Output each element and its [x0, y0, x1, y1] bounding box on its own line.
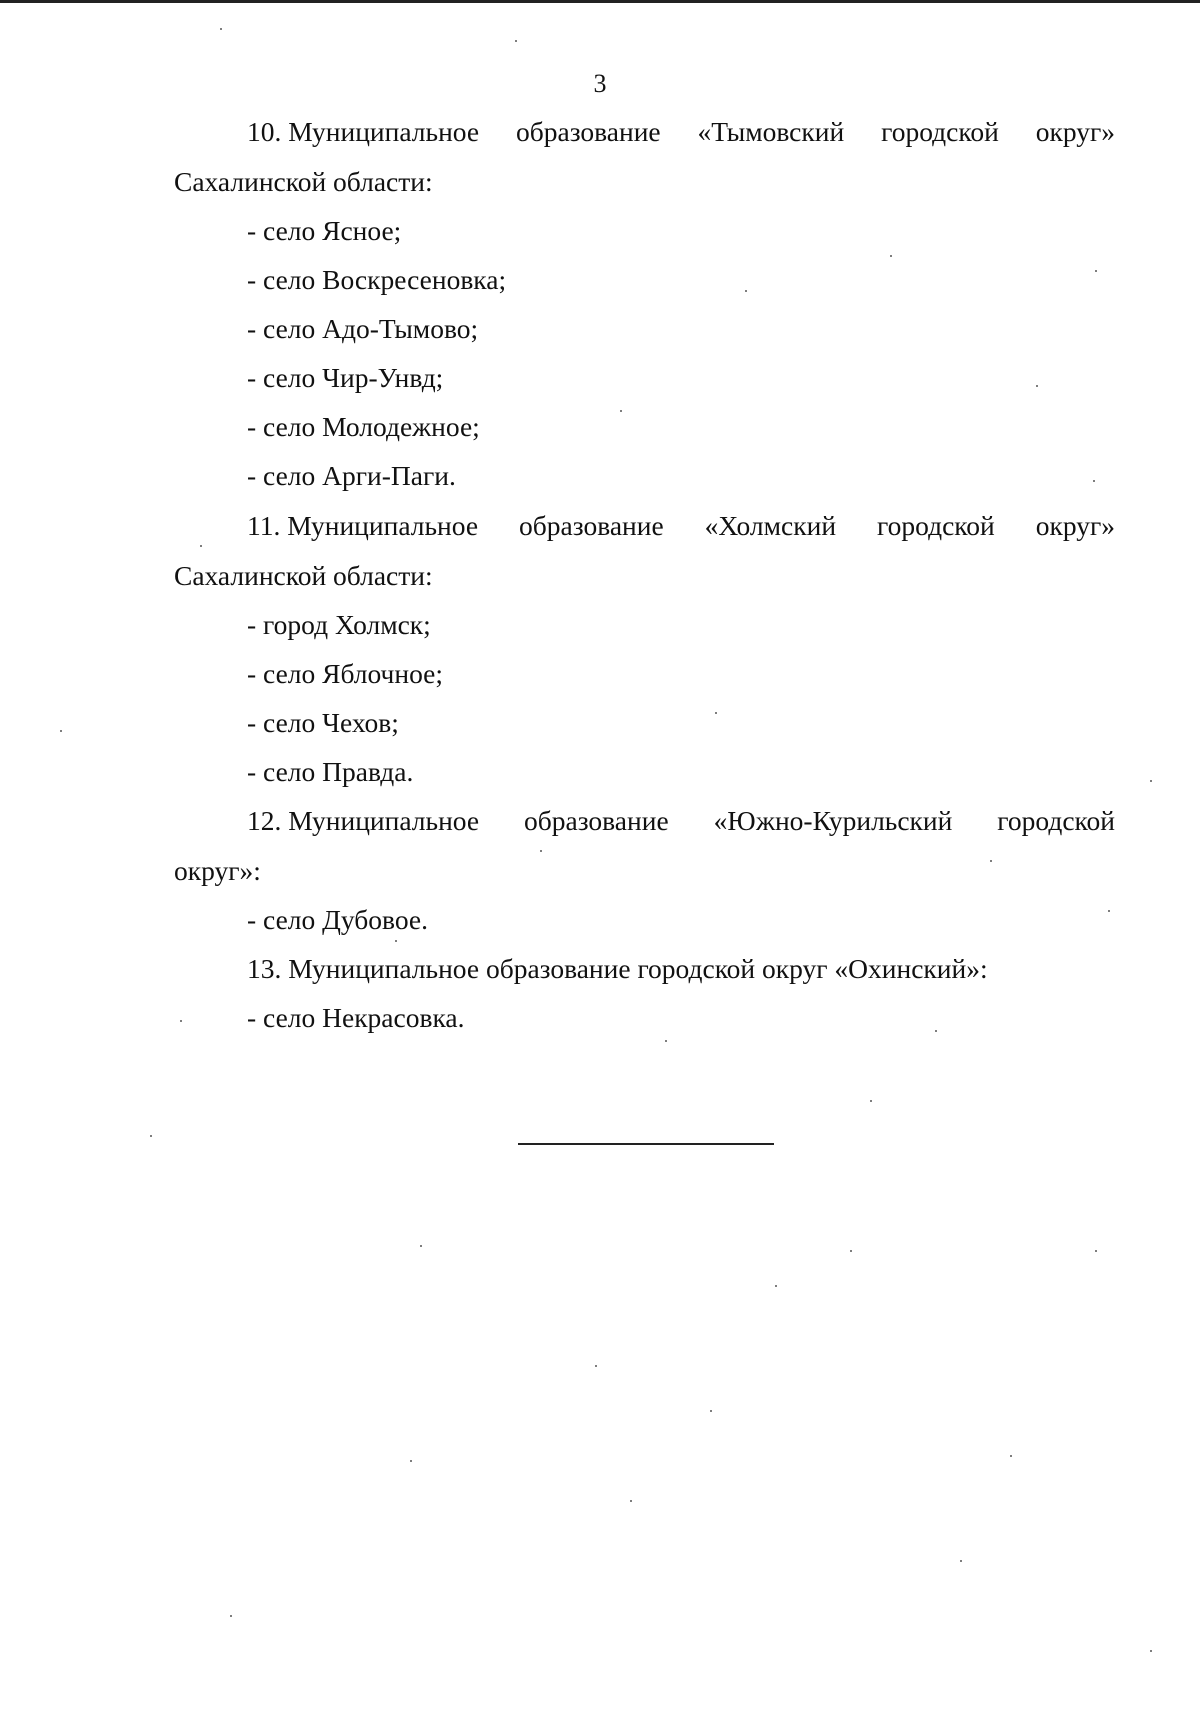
section-11-heading: [247, 509, 1115, 543]
heading-word: образование: [516, 116, 661, 147]
page-top-edge: [0, 0, 1200, 3]
section-13-heading: 13. Муниципальное образование городской округ «Охинский»:: [247, 953, 988, 984]
heading-word: 10. Муниципальное: [247, 116, 480, 147]
heading-word: городской: [997, 805, 1115, 836]
list-item: - село Чир-Унвд;: [247, 362, 444, 393]
list-item: - село Некрасовка.: [247, 1002, 465, 1033]
end-divider-line: [518, 1143, 774, 1145]
heading-word: образование: [524, 805, 669, 836]
section-12-heading: [247, 804, 1115, 838]
heading-word: 11. Муниципальное: [247, 510, 479, 541]
section-10-heading: [247, 115, 1115, 149]
heading-word: «Южно-Курильский: [713, 805, 953, 836]
list-item: - село Молодежное;: [247, 411, 480, 442]
heading-word: округ»: [1035, 116, 1115, 147]
page-number: 3: [593, 69, 607, 98]
heading-word: городской: [881, 116, 999, 147]
section-11-heading-continuation: Сахалинской области:: [174, 560, 433, 591]
list-item: - село Воскресеновка;: [247, 264, 507, 295]
section-10-heading-continuation: Сахалинской области:: [174, 166, 433, 197]
list-item: - село Чехов;: [247, 707, 399, 738]
heading-word: «Тымовский: [697, 116, 845, 147]
heading-word: округ»: [1035, 510, 1115, 541]
list-item: - село Адо-Тымово;: [247, 313, 479, 344]
section-12-heading-continuation: округ»:: [174, 855, 261, 886]
heading-word: образование: [519, 510, 664, 541]
heading-word: 12. Муниципальное: [247, 805, 480, 836]
heading-word: городской: [877, 510, 995, 541]
list-item: - село Арги-Паги.: [247, 460, 456, 491]
list-item: - село Ясное;: [247, 215, 402, 246]
list-item: - село Дубовое.: [247, 904, 428, 935]
heading-word: «Холмский: [704, 510, 837, 541]
list-item: - село Яблочное;: [247, 658, 444, 689]
list-item: - село Правда.: [247, 756, 414, 787]
list-item: - город Холмск;: [247, 609, 431, 640]
